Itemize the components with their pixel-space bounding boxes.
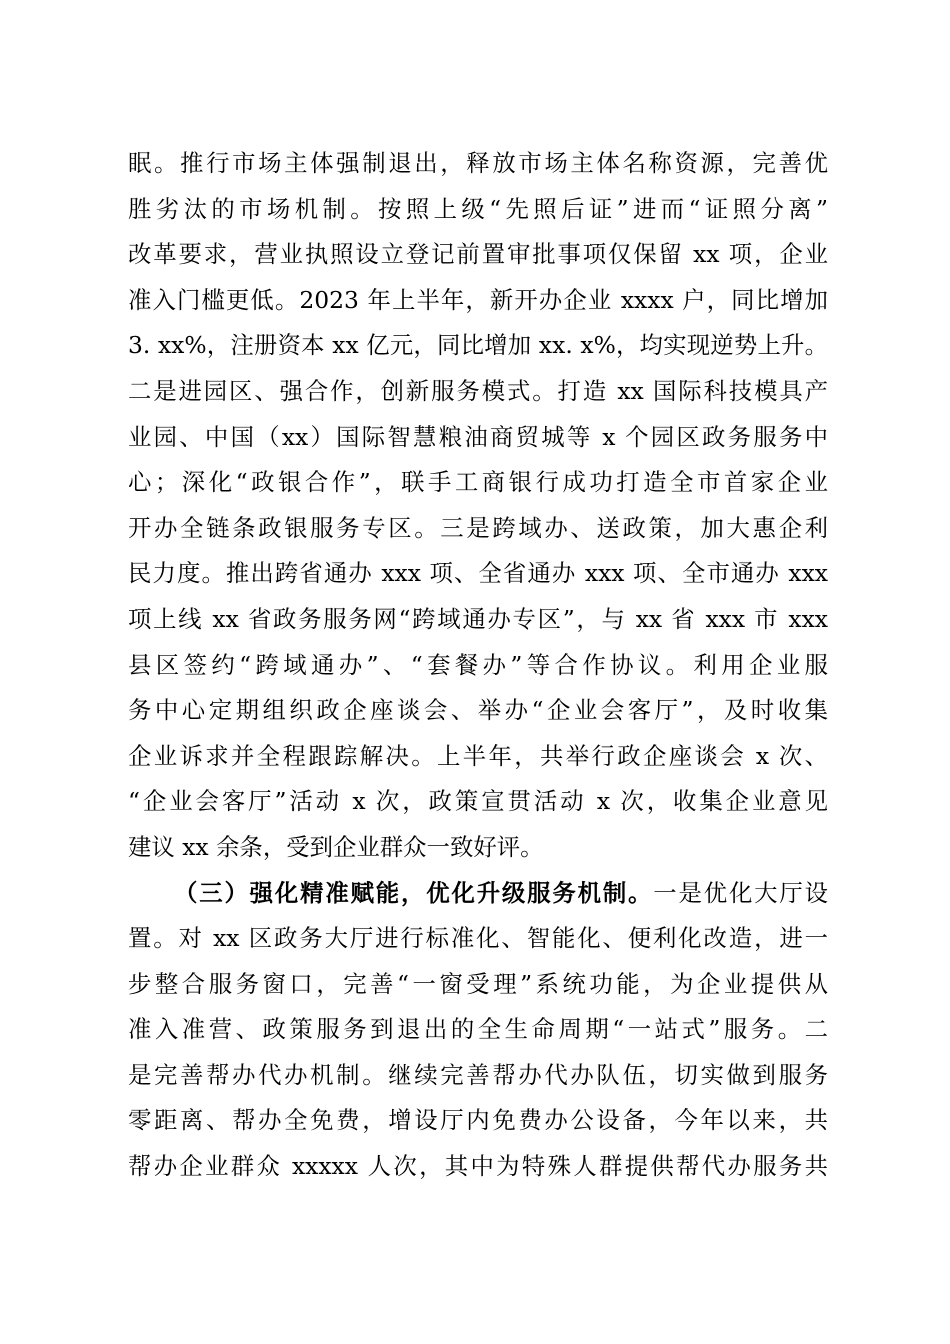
text-line: 业园、中国（xx）国际智慧粮油商贸城等 x 个园区政务服务中 xyxy=(128,422,828,451)
section-lead-text: 一是优化大厅设 xyxy=(653,878,829,907)
text-line: 心；深化“政银合作”，联手工商银行成功打造全市首家企业 xyxy=(128,468,828,497)
text-line: 民力度。推出跨省通办 xxx 项、全省通办 xxx 项、全市通办 xxx xyxy=(128,559,828,588)
text-line: 县区签约“跨域通办”、“套餐办”等合作协议。利用企业服 xyxy=(128,650,828,679)
section-heading: （三）强化精准赋能，优化升级服务机制。 xyxy=(174,878,654,907)
text-line: 帮办企业群众 xxxxx 人次，其中为特殊人群提供帮代办服务共 xyxy=(128,1152,828,1181)
text-line: 准入准营、政策服务到退出的全生命周期“一站式”服务。二 xyxy=(128,1015,828,1044)
text-line: 置。对 xx 区政务大厅进行标准化、智能化、便利化改造，进一 xyxy=(128,924,828,953)
text-line: 务中心定期组织政企座谈会、举办“企业会客厅”，及时收集 xyxy=(128,696,828,725)
text-line: 项上线 xx 省政务服务网“跨域通办专区”，与 xx 省 xxx 市 xxx xyxy=(128,604,828,633)
paragraph-1 xyxy=(128,141,828,871)
text-line: 步整合服务窗口，完善“一窗受理”系统功能，为企业提供从 xyxy=(128,969,828,998)
text-line: 准入门槛更低。2023 年上半年，新开办企业 xxxx 户，同比增加 xyxy=(128,285,828,314)
text-line: 零距离、帮办全免费，增设厅内免费办公设备，今年以来，共 xyxy=(128,1106,828,1135)
text-line: 二是进园区、强合作，创新服务模式。打造 xx 国际科技模具产 xyxy=(128,376,828,405)
text-line: 改革要求，营业执照设立登记前置审批事项仅保留 xx 项，企业 xyxy=(128,240,828,269)
text-line: 3. xx%，注册资本 xx 亿元，同比增加 xx. x%，均实现逆势上升。 xyxy=(128,331,828,360)
text-line: “企业会客厅”活动 x 次，政策宣贯活动 x 次，收集企业意见 xyxy=(128,787,828,816)
text-line: 眠。推行市场主体强制退出，释放市场主体名称资源，完善优 xyxy=(128,149,828,177)
text-line: 是完善帮办代办机制。继续完善帮办代办队伍，切实做到服务 xyxy=(128,1060,828,1089)
document-body xyxy=(128,141,828,1190)
text-line: 建议 xx 余条，受到企业群众一致好评。 xyxy=(128,832,544,861)
section-first-line xyxy=(128,871,828,917)
paragraph-2 xyxy=(128,871,828,1190)
text-line: 开办全链条政银服务专区。三是跨域办、送政策，加大惠企利 xyxy=(128,513,828,542)
text-line: 企业诉求并全程跟踪解决。上半年，共举行政企座谈会 x 次、 xyxy=(128,741,828,770)
text-line: 胜劣汰的市场机制。按照上级“先照后证”进而“证照分离” xyxy=(128,194,828,223)
